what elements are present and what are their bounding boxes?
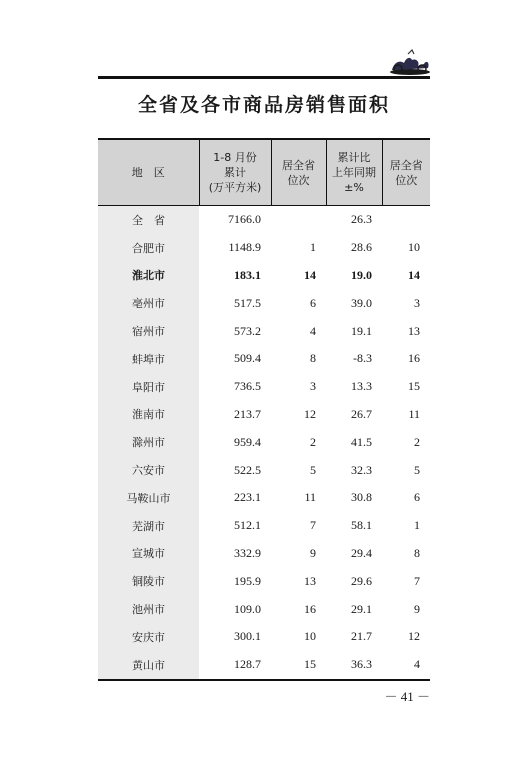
yoy-cell: 32.3 [351,462,372,477]
area-cell: 959.4 [234,434,261,449]
horse-cart-logo [388,48,432,78]
table-row [98,651,430,679]
area-cell: 195.9 [234,573,261,588]
header-cumulative-line2: 累计 [224,166,246,179]
table-row [98,540,430,568]
yoy-cell: 19.1 [351,323,372,338]
header-yoy-line2: 上年同期 [332,166,376,179]
table-row [98,623,430,651]
rank-yoy-cell: 11 [408,406,420,421]
rank-area-cell: 12 [304,406,316,421]
rank-area-cell: 16 [304,601,316,616]
rank-area-cell: 11 [304,490,316,505]
region-cell: 安庆市 [98,623,199,651]
yoy-cell: 30.8 [351,490,372,505]
area-cell: 736.5 [234,379,261,394]
area-cell: 128.7 [234,657,261,672]
region-cell: 芜湖市 [98,512,199,540]
region-cell: 全 省 [98,206,199,234]
rank-area-cell: 2 [310,434,316,449]
table-row [98,567,430,595]
table-row [98,373,430,401]
area-cell: 509.4 [234,351,261,366]
rank-area-cell: 13 [304,573,316,588]
region-cell: 阜阳市 [98,373,199,401]
region-cell: 亳州市 [98,289,199,317]
table-row [98,206,430,234]
rank-area-cell: 7 [310,518,316,533]
header-rule [98,76,430,79]
area-cell: 573.2 [234,323,261,338]
yoy-cell: 21.7 [351,629,372,644]
rank-yoy-cell: 13 [408,323,420,338]
region-cell: 铜陵市 [98,567,199,595]
rank-yoy-cell: 5 [414,462,420,477]
region-cell: 池州市 [98,595,199,623]
header-cumulative-line1: 1-8 月份 [213,151,257,164]
table-row [98,262,430,290]
region-cell: 滁州市 [98,428,199,456]
sales-area-table [98,138,430,681]
table-body [98,206,430,679]
table-row [98,595,430,623]
yoy-cell: 19.0 [351,267,372,282]
yoy-cell: 36.3 [351,657,372,672]
area-cell: 517.5 [234,295,261,310]
region-cell: 合肥市 [98,234,199,262]
table-row [98,484,430,512]
area-cell: 7166.0 [228,212,261,227]
page-title: 全省及各市商品房销售面积 [137,94,390,116]
area-cell: 109.0 [234,601,261,616]
rank-area-cell: 6 [310,295,316,310]
yoy-cell: 39.0 [351,295,372,310]
rank-area-cell: 14 [304,267,316,282]
area-cell: 1148.9 [228,240,261,255]
header-cumulative-line3: (万平方米) [208,181,262,194]
rank-area-cell [271,206,326,234]
rank-yoy-cell: 6 [414,490,420,505]
area-cell: 300.1 [234,629,261,644]
yoy-cell: 58.1 [351,518,372,533]
region-cell: 宣城市 [98,540,199,568]
rank-yoy-cell: 1 [414,518,420,533]
yoy-cell: 13.3 [351,379,372,394]
rank-area-cell: 9 [310,545,316,560]
rank-yoy-cell: 3 [414,295,420,310]
header-rank-yoy [382,140,430,206]
region-cell: 淮北市 [98,262,199,290]
rank-yoy-cell: 16 [408,351,420,366]
area-cell: 512.1 [234,518,261,533]
header-rank-yoy-line1: 居全省 [389,158,423,172]
table-row [98,234,430,262]
rank-yoy-cell: 12 [408,629,420,644]
area-cell: 223.1 [234,490,261,505]
table-row [98,289,430,317]
rank-yoy-cell: 7 [414,573,420,588]
area-cell: 332.9 [234,545,261,560]
rank-yoy-cell: 8 [414,545,420,560]
yoy-cell: 41.5 [351,434,372,449]
table-row [98,428,430,456]
area-cell: 522.5 [234,462,261,477]
area-cell: 213.7 [234,406,261,421]
rank-area-cell: 8 [310,351,316,366]
region-cell: 蚌埠市 [98,345,199,373]
table-row [98,317,430,345]
region-cell: 六安市 [98,456,199,484]
region-cell: 淮南市 [98,401,199,429]
rank-yoy-cell: 4 [414,657,420,672]
rank-area-cell: 4 [310,323,316,338]
header-rank-yoy-line2: 位次 [395,173,418,187]
region-cell: 马鞍山市 [98,484,199,512]
region-cell: 黄山市 [98,651,199,679]
header-rank-area-line1: 居全省 [282,158,315,172]
header-cumulative-area [199,140,271,206]
yoy-cell: 28.6 [351,240,372,255]
yoy-cell: 29.4 [351,545,372,560]
rank-yoy-cell [382,206,430,234]
header-rank-area-line2: 位次 [287,173,310,187]
rank-area-cell: 10 [304,629,316,644]
table-row [98,401,430,429]
yoy-cell: 26.7 [351,406,372,421]
header-region: 地 区 [98,140,199,206]
yoy-cell: 29.1 [351,601,372,616]
table-row [98,512,430,540]
rank-area-cell: 5 [310,462,316,477]
header-yoy [326,140,382,206]
yoy-cell: 26.3 [351,212,372,227]
rank-yoy-cell: 10 [408,240,420,255]
table-row [98,345,430,373]
rank-yoy-cell: 2 [414,434,420,449]
rank-area-cell: 15 [304,657,316,672]
page-number: － 41 － [384,689,430,704]
region-cell: 宿州市 [98,317,199,345]
table-row [98,456,430,484]
yoy-cell: 29.6 [351,573,372,588]
rank-area-cell: 3 [310,379,316,394]
header-yoy-line3: ±% [344,181,364,194]
rank-yoy-cell: 14 [408,267,420,282]
rank-yoy-cell: 9 [414,601,420,616]
rank-yoy-cell: 15 [408,379,420,394]
area-cell: 183.1 [234,267,261,282]
yoy-cell: -8.3 [353,351,372,366]
header-yoy-line1: 累计比 [337,151,371,164]
header-rank-area [271,140,326,206]
rank-area-cell: 1 [310,240,316,255]
